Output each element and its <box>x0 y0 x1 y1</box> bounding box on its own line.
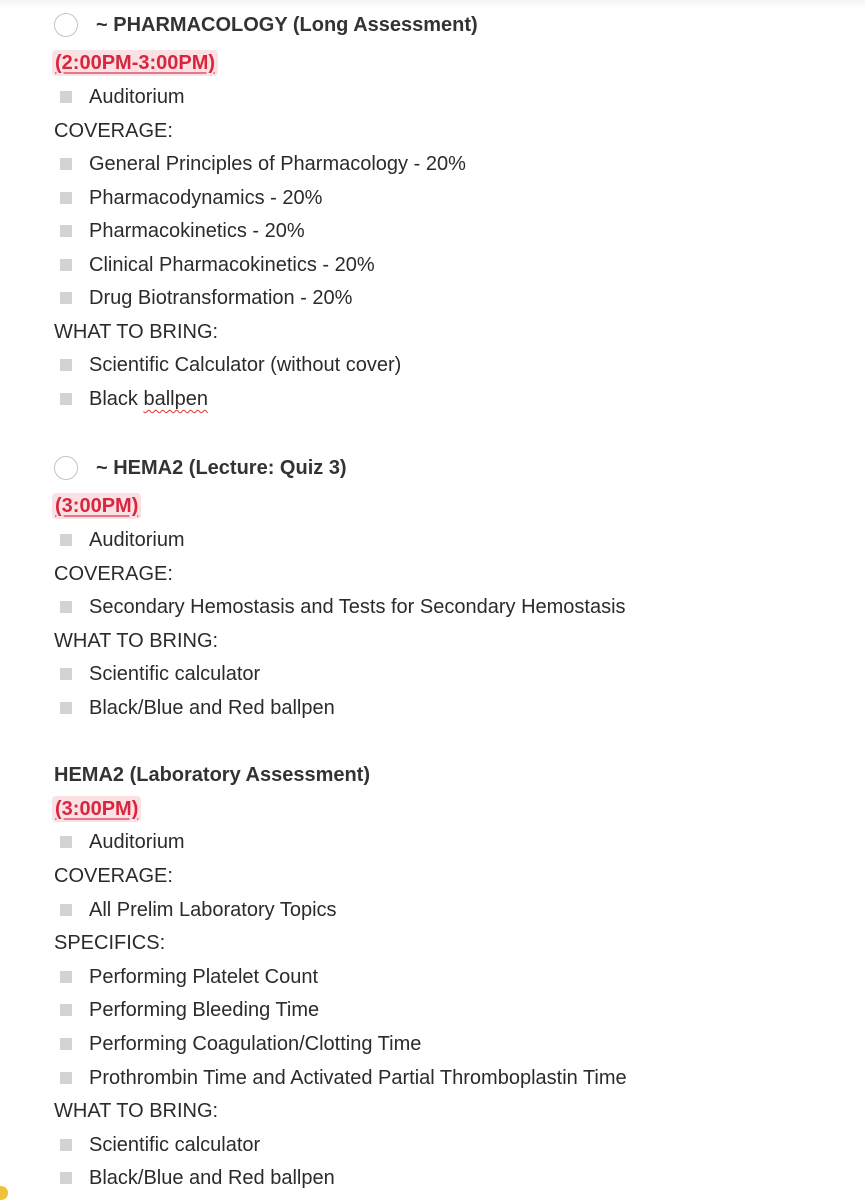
coverage-heading: COVERAGE: <box>54 865 173 887</box>
coverage-item: Pharmacodynamics - 20% <box>89 187 323 209</box>
list-item <box>54 1165 335 1191</box>
checkbox-square-icon[interactable] <box>60 668 72 680</box>
bring-item: Black/Blue and Red ballpen <box>89 697 335 719</box>
task-checkbox-circle-icon[interactable] <box>54 13 78 37</box>
list-item <box>54 1132 260 1158</box>
list-item <box>54 84 185 110</box>
specifics-item: Performing Coagulation/Clotting Time <box>89 1033 422 1055</box>
specifics-item: Performing Platelet Count <box>89 966 319 988</box>
list-item <box>54 252 375 278</box>
list-item <box>54 964 318 990</box>
coverage-item: Secondary Hemostasis and Tests for Secondary Hemostasis <box>89 596 626 618</box>
checkbox-square-icon[interactable] <box>60 534 72 546</box>
time-badge: (2:00PM-3:00PM) <box>52 50 218 76</box>
misspelled-word[interactable]: ballpen <box>143 388 208 410</box>
bring-heading: WHAT TO BRING: <box>54 321 219 343</box>
bring-heading: WHAT TO BRING: <box>54 1100 219 1122</box>
task-checkbox-circle-icon[interactable] <box>54 456 78 480</box>
list-item <box>54 594 626 620</box>
checkbox-square-icon[interactable] <box>60 359 72 371</box>
top-edge-bar <box>0 0 865 8</box>
task-title: ~ PHARMACOLOGY (Long Assessment) <box>96 14 478 36</box>
coverage-heading: COVERAGE: <box>54 120 173 142</box>
checkbox-square-icon[interactable] <box>60 158 72 170</box>
checkbox-square-icon[interactable] <box>60 91 72 103</box>
coverage-heading: COVERAGE: <box>54 563 173 585</box>
specifics-item: Prothrombin Time and Activated Partial Thromboplastin Time <box>89 1067 627 1089</box>
assistive-touch-icon[interactable] <box>0 1186 8 1200</box>
list-item <box>54 897 337 923</box>
checkbox-square-icon[interactable] <box>60 1172 72 1184</box>
checkbox-square-icon[interactable] <box>60 904 72 916</box>
task-title: ~ HEMA2 (Lecture: Quiz 3) <box>96 457 347 479</box>
coverage-item: Clinical Pharmacokinetics - 20% <box>89 254 375 276</box>
checkbox-square-icon[interactable] <box>60 225 72 237</box>
task-hema2-lecture <box>54 455 347 481</box>
checkbox-square-icon[interactable] <box>60 1004 72 1016</box>
specifics-heading: SPECIFICS: <box>54 932 166 954</box>
checkbox-square-icon[interactable] <box>60 601 72 613</box>
list-item <box>54 695 335 721</box>
coverage-item: All Prelim Laboratory Topics <box>89 899 337 921</box>
list-item <box>54 1031 421 1057</box>
venue-label: Auditorium <box>89 831 185 853</box>
time-badge: (3:00PM) <box>52 493 141 519</box>
list-item <box>54 151 466 177</box>
checkbox-square-icon[interactable] <box>60 1072 72 1084</box>
bring-item: Scientific Calculator (without cover) <box>89 354 402 376</box>
checkbox-square-icon[interactable] <box>60 1038 72 1050</box>
bring-item: Scientific calculator <box>89 663 261 685</box>
bring-item: Black/Blue and Red ballpen <box>89 1167 335 1189</box>
bring-item-prefix: Black <box>89 388 144 410</box>
coverage-item: General Principles of Pharmacology - 20% <box>89 153 466 175</box>
list-item <box>54 527 185 553</box>
list-item <box>54 218 305 244</box>
task-pharmacology <box>54 12 478 38</box>
list-item <box>54 661 260 687</box>
bring-item: Scientific calculator <box>89 1134 261 1156</box>
checkbox-square-icon[interactable] <box>60 192 72 204</box>
checkbox-square-icon[interactable] <box>60 702 72 714</box>
coverage-item: Pharmacokinetics - 20% <box>89 220 305 242</box>
bring-heading: WHAT TO BRING: <box>54 630 219 652</box>
checkbox-square-icon[interactable] <box>60 292 72 304</box>
time-badge: (3:00PM) <box>52 796 141 822</box>
checkbox-square-icon[interactable] <box>60 971 72 983</box>
list-item <box>54 997 319 1023</box>
list-item <box>54 185 322 211</box>
section-title-hema2-lab: HEMA2 (Laboratory Assessment) <box>54 764 371 786</box>
list-item <box>54 1065 627 1091</box>
specifics-item: Performing Bleeding Time <box>89 999 320 1021</box>
coverage-item: Drug Biotransformation - 20% <box>89 287 353 309</box>
checkbox-square-icon[interactable] <box>60 1139 72 1151</box>
list-item <box>54 829 185 855</box>
venue-label: Auditorium <box>89 529 185 551</box>
venue-label: Auditorium <box>89 86 185 108</box>
list-item <box>54 285 352 311</box>
list-item <box>54 352 401 378</box>
checkbox-square-icon[interactable] <box>60 836 72 848</box>
list-item <box>54 386 208 412</box>
bring-item <box>89 386 208 412</box>
checkbox-square-icon[interactable] <box>60 259 72 271</box>
checkbox-square-icon[interactable] <box>60 393 72 405</box>
